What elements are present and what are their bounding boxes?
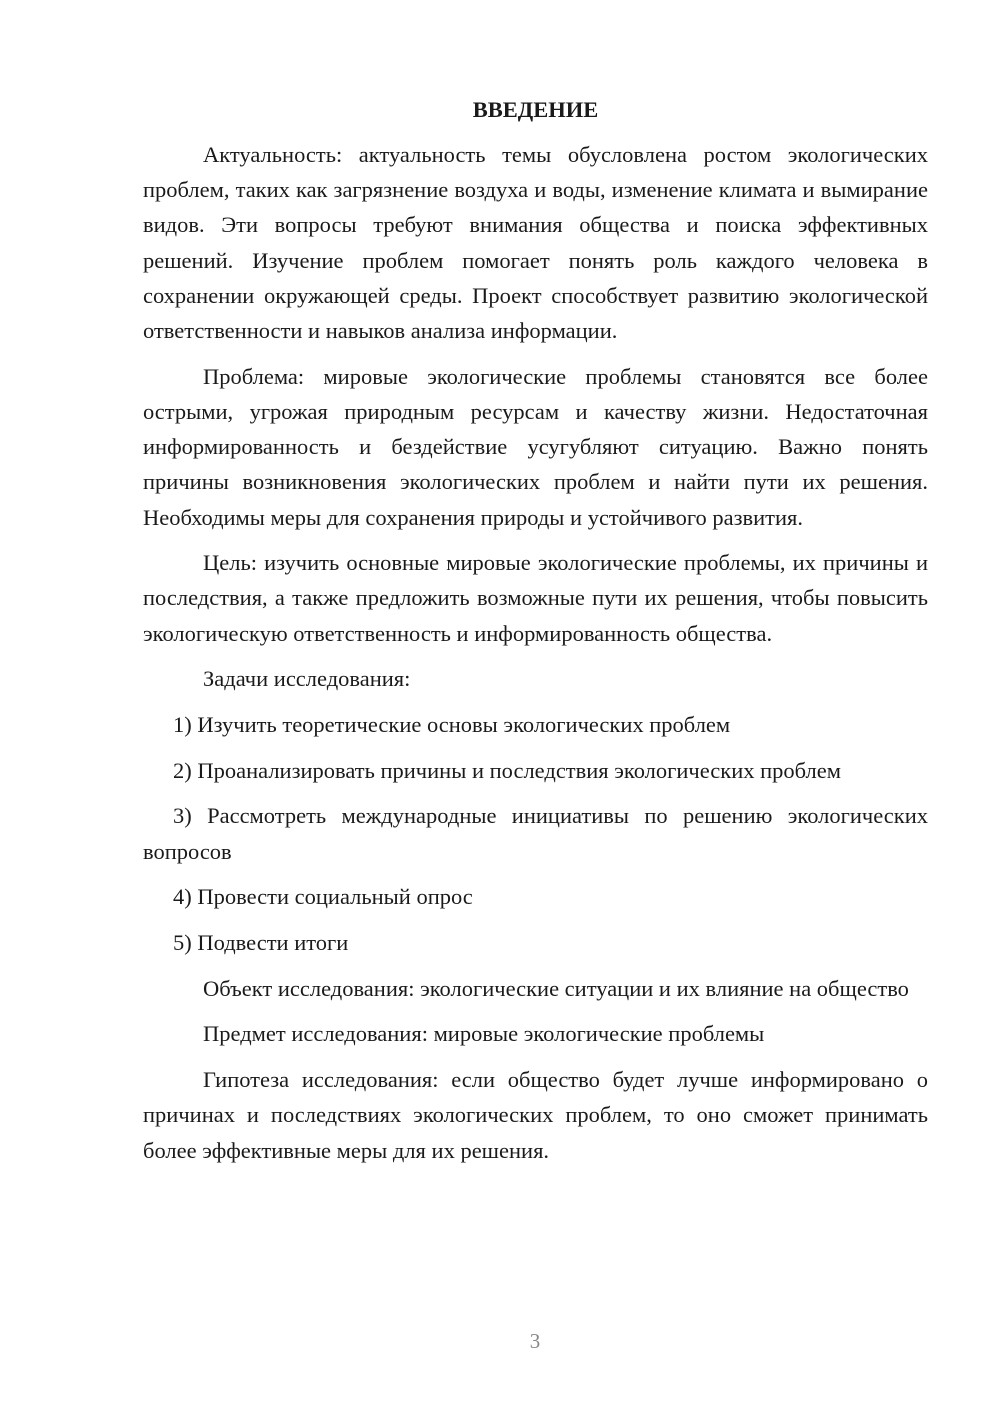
paragraph-problem: Проблема: мировые экологические проблемы становятся все более острыми, угрожая природным ресурсам и качеству жизни. Недостаточная информированность и бездействие усугубляют ситуацию. Важно понять причины возникновения экологических проблем и найти пути их решения. Необходимы меры для сохранения природы и устойчивого развития. (143, 363, 928, 530)
task-item-2: 2) Проанализировать причины и последствия экологических проблем (173, 757, 842, 783)
document-page (143, 92, 928, 1178)
page-number: 3 (529, 1329, 541, 1353)
section-title: ВВЕДЕНИЕ (472, 97, 599, 122)
task-item-1: 1) Изучить теоретические основы экологических проблем (173, 712, 731, 738)
paragraph-goal: Цель: изучить основные мировые экологические проблемы, их причины и последствия, а также предложить возможные пути их решения, чтобы повысить экологическую ответственность и информированность общества. (143, 550, 928, 646)
task-item-4: 4) Провести социальный опрос (173, 884, 473, 910)
paragraph-object: Объект исследования: экологические ситуации и их влияние на общество (203, 975, 909, 1001)
task-item-3: 3) Рассмотреть международные инициативы по решению экологических вопросов (143, 803, 928, 864)
paragraph-tasks-heading: Задачи исследования: (203, 666, 411, 692)
paragraph-relevance: Актуальность: актуальность темы обусловлена ростом экологических проблем, таких как загрязнение воздуха и воды, изменение климата и вымирание видов. Эти вопросы требуют внимания общества и поиска эффективных решений. Изучение проблем помогает понять роль каждого человека в сохранении окружающей среды. Проект способствует развитию экологической ответственности и навыков анализа информации. (143, 142, 928, 344)
task-item-5: 5) Подвести итоги (173, 930, 349, 956)
paragraph-hypothesis: Гипотеза исследования: если общество будет лучше информировано о причинах и последствиях экологических проблем, то оно сможет принимать более эффективные меры для их решения. (143, 1067, 928, 1163)
paragraph-subject: Предмет исследования: мировые экологические проблемы (203, 1021, 765, 1047)
